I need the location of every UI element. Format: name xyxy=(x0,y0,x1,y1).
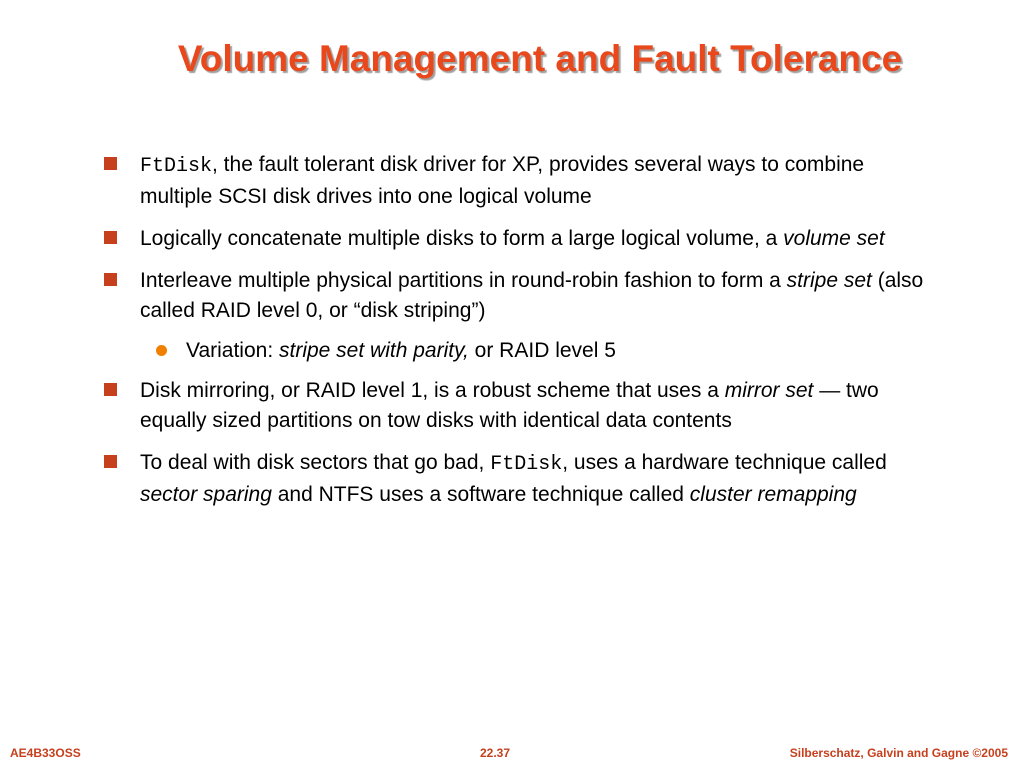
bullet-list xyxy=(100,150,930,522)
bullet-text: Disk mirroring, or RAID level 1, is a robust scheme that uses a xyxy=(140,379,725,402)
code-ftdisk: FtDisk xyxy=(140,155,213,178)
sub-bullet-stripe-parity xyxy=(100,336,930,366)
bullet-text: , the fault tolerant disk driver for XP, provides several ways to combine multiple SCSI disk drives into one logical volume xyxy=(140,153,865,208)
footer-slide-number: 22.37 xyxy=(480,746,511,760)
bullet-mirror-set xyxy=(100,376,930,436)
bullet-emphasis: sector sparing xyxy=(140,483,272,506)
footer-course-code: AE4B33OSS xyxy=(10,746,81,760)
bullet-ftdisk-driver xyxy=(100,150,930,212)
square-bullet-icon xyxy=(104,231,117,244)
bullet-text: Logically concatenate multiple disks to form a large logical volume, a xyxy=(140,227,784,250)
square-bullet-icon xyxy=(104,383,117,396)
bullet-text-after: (also called RAID level 0, or “disk striping”) xyxy=(140,269,924,322)
bullet-sector-sparing xyxy=(100,448,930,510)
bullet-emphasis: mirror set xyxy=(724,379,814,402)
bullet-emphasis: volume set xyxy=(783,227,885,250)
bullet-text: To deal with disk sectors that go bad, xyxy=(140,451,491,474)
square-bullet-icon xyxy=(104,455,117,468)
bullet-emphasis: stripe set xyxy=(786,269,872,292)
sub-bullet-text-after: or RAID level 5 xyxy=(468,339,616,362)
bullet-text-after: — two equally sized partitions on tow disks with identical data contents xyxy=(140,379,879,432)
square-bullet-icon xyxy=(104,273,117,286)
round-bullet-icon xyxy=(156,345,167,356)
bullet-text-mid2: and NTFS uses a software technique called xyxy=(271,483,690,506)
bullet-volume-set xyxy=(100,224,930,254)
footer-copyright: Silberschatz, Galvin and Gagne ©2005 xyxy=(789,746,1008,760)
sub-bullet-emphasis: stripe set with parity, xyxy=(279,339,469,362)
bullet-emphasis-2: cluster remapping xyxy=(689,483,857,506)
square-bullet-icon xyxy=(104,157,117,170)
sub-bullet-text: Variation: xyxy=(186,339,279,362)
slide-title: Volume Management and Fault Tolerance xyxy=(177,38,903,79)
bullet-text-mid: , uses a hardware technique called xyxy=(562,451,887,474)
bullet-stripe-set xyxy=(100,266,930,326)
code-ftdisk: FtDisk xyxy=(490,453,563,476)
bullet-text: Interleave multiple physical partitions in round-robin fashion to form a xyxy=(140,269,787,292)
